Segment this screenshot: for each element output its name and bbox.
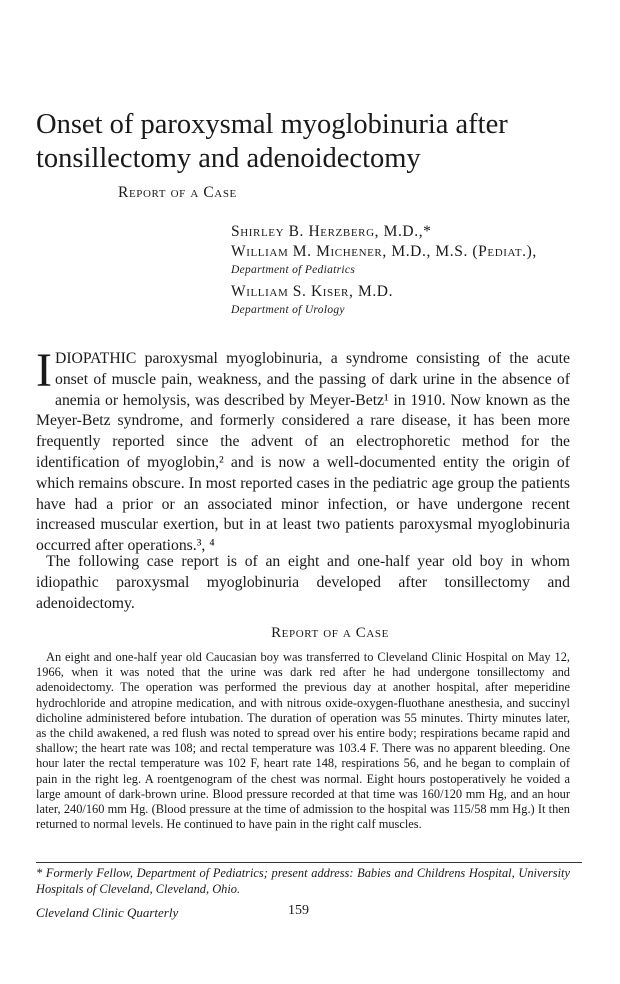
author-department: Department of Urology — [231, 304, 345, 316]
footnote: * Formerly Fellow, Department of Pediatrics; present address: Babies and Childrens Hospital, University Hospitals of Cleveland, Cleveland, Ohio. — [36, 866, 570, 896]
intro-paragraph — [36, 344, 570, 557]
journal-name: Cleveland Clinic Quarterly — [36, 905, 179, 920]
author-name: William M. Michener, M.D., M.S. (Pediat.), — [231, 243, 537, 260]
drop-cap: I — [36, 344, 52, 397]
author-department: Department of Pediatrics — [231, 264, 356, 276]
page-number: 159 — [288, 903, 309, 918]
case-report-paragraph: An eight and one-half year old Caucasian boy was transferred to Cleveland Clinic Hospital on May 12, 1966, when it was noted that the urine was dark red after he had undergone tonsillectomy and adenoidectomy. The operation was performed the previous day at another hospital, after meperidine hydrochloride and atropine medication, and with nitrous oxide-oxygen-fluothane anesthesia, and succinyl dicholine administered before intubation. The duration of operation was 55 minutes. Thirty minutes later, as the child awakened, a red flush was noted to spread over his entire body; respirations became rapid and shallow; the heart rate was 108; and rectal temperature was 103.4 F. There was no apparent bleeding. One hour later the rectal temperature was 102 F, heart rate 148, respirations 56, and he began to complain of pain in the right leg. A roentgenogram of the chest was normal. Eight hours postoperatively he voided a large amount of dark-brown urine. Blood pressure recorded at that time was 160/120 mm Hg, and an hour later, 240/160 mm Hg. (Blood pressure at the time of admission to the hospital was 115/58 mm Hg.) It then returned to normal levels. He continued to have pain in the right calf muscles. — [36, 650, 570, 832]
article-title: Onset of paroxysmal myoglobinuria after tonsillectomy and adenoidectomy — [36, 109, 508, 174]
section-heading: Report of a Case — [271, 625, 389, 641]
author-name: William S. Kiser, M.D. — [231, 283, 394, 300]
article-subtitle: Report of a Case — [118, 184, 237, 201]
intro-text: DIOPATHIC paroxysmal myoglobinuria, a syndrome consisting of the acute onset of muscle pain, weakness, and the passing of dark urine in the absence of anemia or hemolysis, was described by Meyer-Betz¹ in 1910. Now known as the Meyer-Betz syndrome, and formerly considered a rare disease, it has been more frequently reported since the advent of an electrophoretic method for the identification of myoglobin,² and is now a well-documented entity the origin of which remains obscure. In most reported cases in the pediatric age group the patients have had a prior or an associated minor infection, or have undergone recent increased muscular exertion, but in at least two patients paroxysmal myoglobinuria occurred after operations.³, ⁴ — [36, 350, 570, 555]
author-block — [231, 222, 537, 319]
intro-paragraph-2: The following case report is of an eight and one-half year old boy in whom idiopathic paroxysmal myoglobinuria developed after tonsillectomy and adenoidectomy. — [36, 553, 570, 612]
author-name: Shirley B. Herzberg, M.D.,* — [231, 223, 432, 240]
footnote-divider — [36, 862, 582, 863]
